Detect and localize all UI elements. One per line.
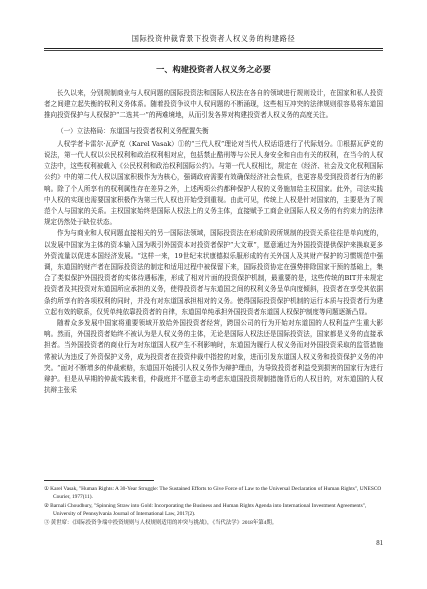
section-title: 一、构建投资者人权义务之必要 <box>156 64 271 74</box>
running-head: 国际投资仲裁背景下投资者人权义务的构建路径 <box>44 34 383 49</box>
footnote: ② Barnali Choudhury, "Spinning Straw into Gold: Incorporating the Business and Human Rights Agenda into International Investment Agreements", University of Pennsylvania Journal of International Law, 2017(2). <box>44 502 367 518</box>
subheading: （一）立法格局：东道国与投资者权利义务配置失衡 <box>57 126 209 135</box>
body-text <box>44 88 383 396</box>
footnote: ③ 黄世席：《国际投资争端中投资规则与人权规则适用的冲突与挑战》，《当代法学》2018年第4期。 <box>44 519 278 526</box>
paragraph: 作为与商业和人权问题直接相关的另一国际法领域，国际投资法在形成阶段所规制的投资关系往往是单向度的，以发展中国家为主体的资本输入国为吸引外国资本对投资者保护“大文章”，愿意通过为外国投资提供保护来换取更多外资流量以促进本国经济发展。“这样一来，19世纪末状康德拟乐服形成的有关外国人及其财产保护的习惯规范中强调，东道国的财产者在国际投资法的制定和适用过程中被保留下来，国际投资协定在强势排除国家干预的基础上，集合了类似保护外国投资者的实体待遇标准，形成了相对片面的投资保护机制，最重要的是，这些传统的BIT并未规定投资者及其投资对东道国所应承担的义务，使得投资者与东道国之间的权利义务呈单向度倾斜，投资者在享受其依据条约所享有的各项权利的同时，并没有对东道国承担相对的义务。使得国际投资保护机制的运行本质与投资者行为建立起有效的联系，仅凭单纯依靠投资者的自律，东道国单纯承担外国投资者东道国人权保护制度等问题逐渐凸显。 <box>44 229 383 316</box>
paragraph: 人权学者卡雷尔·瓦萨克（Karel Vasak）①的“三代人权”理论对当代人权话语进行了代际划分。①根据瓦萨克的说法，第一代人权以公民权利和政治权利相对应，包括禁止酷刑等与公民人身安全和自由有关的权利，在当今的人权立法中，这些权利被载入《公民权利和政治权利国际公约》。与第一代人权相比，规定在《经济、社会及文化权利国际公约》中的第二代人权以国家积极作为为核心，强调政府需要有效确保经济社会性质，也更容易受到投资者行为的影响。除了个人所享有的权利属性存在差异之外，上述两项公约都种保护人权的义务施加给主权国家。此外，司法实践中人权的实现也需要国家积极作为第三代人权也开始受到重视。由此可见，传统上人权是针对国家的，主要是为了规范个人与国家的关系。主权国家始终是国际人权法上的义务主体，直接赋予工商企业国际人权义务的有约束力的法律规定仍然处于缺位状态。 <box>44 139 383 227</box>
footnote-rule <box>44 480 154 481</box>
page-number: 81 <box>376 540 383 547</box>
paragraph: 长久以来，分别规制商业与人权问题的国际投资法和国际人权法在各自的领域进行规则设计，在国家和私人投资者之间建立起失衡的权利义务体系。随着投资争议中人权问题的不断涌现，这些相互冲突的法律规则很容易将东道国推向投资保护与人权保护“二选其一”的两难境地，从而引发各界对构建投资者人权义务的高度关注。 <box>44 89 383 120</box>
footnote: ① Karel Vasak, "Human Rights: A 30-Year Struggle: The Sustained Efforts to Give Force of Law to the Universal Declaration of Human Rights", UNESCO Courier, 1977(11). <box>44 486 382 501</box>
paragraph: 随着众多发展中国家将重要领域开放给外国投资者经营，跨国公司的行为开始对东道国的人权利益产生重大影响。然而，外国投资者始终不被认为是人权义务的主体，无论是国际人权法还是国际投资法，国家都是义务的直接承担者。当外国投资者的商业行为对东道国人权产生不利影响时，东道国为履行人权义务而对外国投资采取的监管措施常被认为违反了外资保护义务，成为投资者在投资仲裁中指控的对象，进而引发东道国人权义务和投资保护义务的冲突。“面对不断增多的仲裁索赔，东道国开始援引人权义务作为辩护理由，为导致投资者利益受到损害的国家行为进行辩护。但是从早期的仲裁实践来看，仲裁庭并不愿意主动考虑东道国投资规制措施背后的人权目的，对东道国的人权抗辩主张采 <box>44 319 383 395</box>
footnotes <box>44 485 383 527</box>
